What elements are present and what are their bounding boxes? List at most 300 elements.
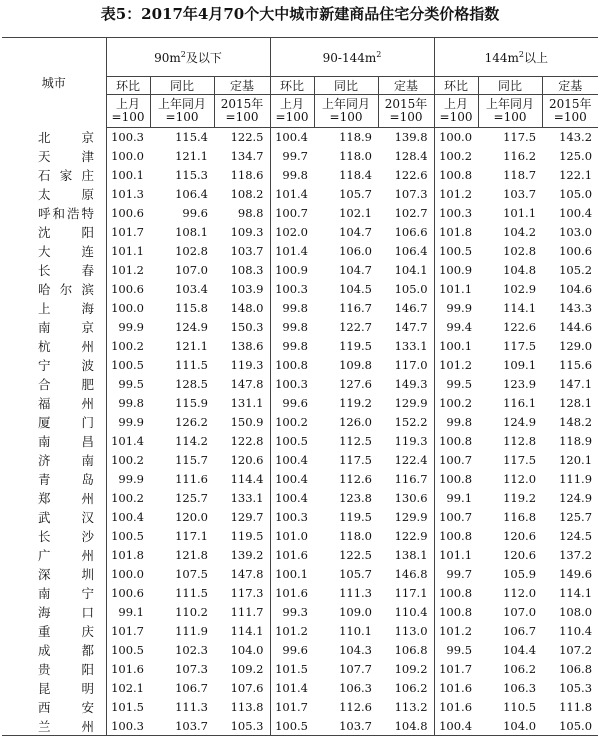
index-value-yoy: 110.1 <box>339 624 372 638</box>
index-value-mom: 100.0 <box>111 149 144 163</box>
city-name: 哈尔滨 <box>2 280 106 299</box>
index-value-fixed: 104.1 <box>378 261 434 280</box>
index-value-fixed: 116.7 <box>378 470 434 489</box>
index-value-mom: 100.5 <box>111 529 144 543</box>
index-value-yoy: 122.5 <box>339 548 372 562</box>
index-value-fixed: 130.6 <box>378 489 434 508</box>
index-value-yoy: 103.7 <box>175 718 208 733</box>
index-value-mom: 99.5 <box>118 377 144 391</box>
index-value-mom: 99.1 <box>118 605 144 619</box>
index-value-mom: 100.2 <box>439 149 473 163</box>
index-value-mom: 100.6 <box>111 282 144 296</box>
index-value-yoy: 106.0 <box>339 244 372 258</box>
index-value-yoy: 116.1 <box>503 396 537 410</box>
index-value-yoy: 126.2 <box>175 415 208 429</box>
index-value-yoy: 116.7 <box>339 301 372 315</box>
index-value-yoy: 112.6 <box>339 700 372 714</box>
base-header-mom: 上月=100 <box>270 95 314 128</box>
index-value-mom: 100.7 <box>275 206 308 220</box>
index-value-yoy: 106.7 <box>175 681 208 695</box>
city-name: 郑州 <box>2 489 106 508</box>
index-value-fixed: 148.2 <box>559 415 593 429</box>
index-value-yoy: 111.9 <box>175 624 208 638</box>
index-value-yoy: 101.1 <box>503 206 537 220</box>
index-value-mom: 101.7 <box>111 624 144 638</box>
index-value-yoy: 114.2 <box>175 434 208 448</box>
index-value-yoy: 104.0 <box>503 718 537 733</box>
index-value-yoy: 107.5 <box>175 567 208 581</box>
index-value-mom: 100.3 <box>275 282 308 296</box>
index-value-yoy: 114.1 <box>503 301 537 315</box>
index-value-mom: 99.8 <box>282 339 308 353</box>
index-value-fixed: 100.4 <box>559 206 593 220</box>
index-value-fixed: 119.3 <box>214 356 270 375</box>
index-value-mom: 99.8 <box>282 168 308 182</box>
index-value-fixed: 129.9 <box>378 508 434 527</box>
table-row <box>2 527 598 546</box>
index-value-yoy: 107.0 <box>503 605 537 619</box>
table-row <box>2 660 598 679</box>
index-value-fixed: 122.1 <box>559 168 593 182</box>
index-value-fixed: 108.0 <box>559 605 593 619</box>
table-row <box>2 242 598 261</box>
city-name: 广州 <box>2 546 106 565</box>
index-value-yoy: 124.9 <box>503 415 537 429</box>
index-value-fixed: 114.4 <box>214 470 270 489</box>
index-value-yoy: 103.4 <box>175 282 208 296</box>
index-value-mom: 100.9 <box>275 263 308 277</box>
city-name: 天津 <box>2 147 106 166</box>
table-row <box>2 508 598 527</box>
index-value-fixed: 138.6 <box>214 337 270 356</box>
table-row <box>2 584 598 603</box>
index-value-mom: 99.6 <box>282 643 308 657</box>
index-value-yoy: 112.6 <box>339 472 372 486</box>
table-row <box>2 394 598 413</box>
index-value-yoy: 104.8 <box>503 263 537 277</box>
index-value-fixed: 111.8 <box>559 700 593 714</box>
index-value-fixed: 143.3 <box>559 301 593 315</box>
index-value-fixed: 113.0 <box>378 622 434 641</box>
index-value-fixed: 143.2 <box>559 130 593 145</box>
table-row <box>2 603 598 622</box>
city-name: 重庆 <box>2 622 106 641</box>
base-header-yoy: 上年同月=100 <box>314 95 378 128</box>
subheader-fixed: 定基 <box>378 77 434 95</box>
index-value-fixed: 98.8 <box>214 204 270 223</box>
index-value-mom: 100.9 <box>439 263 473 277</box>
index-value-yoy: 111.5 <box>175 358 208 372</box>
table-row <box>2 337 598 356</box>
index-value-yoy: 107.3 <box>175 662 208 676</box>
index-value-mom: 100.0 <box>111 301 144 315</box>
index-value-mom: 101.8 <box>439 225 473 239</box>
city-name: 昆明 <box>2 679 106 698</box>
index-value-fixed: 105.2 <box>559 263 593 277</box>
index-value-fixed: 110.4 <box>559 624 593 638</box>
index-value-fixed: 147.1 <box>559 377 593 391</box>
index-value-fixed: 105.3 <box>559 681 593 695</box>
base-header-yoy: 上年同月=100 <box>478 95 542 128</box>
index-value-fixed: 100.6 <box>559 244 593 258</box>
index-value-yoy: 115.3 <box>175 168 208 182</box>
index-value-yoy: 118.4 <box>339 168 372 182</box>
index-value-yoy: 119.5 <box>339 510 372 524</box>
table-row <box>2 166 598 185</box>
index-value-mom: 99.8 <box>446 415 473 429</box>
index-value-fixed: 125.0 <box>559 149 593 163</box>
index-value-yoy: 127.6 <box>339 377 372 391</box>
index-value-mom: 100.8 <box>439 586 473 600</box>
index-value-yoy: 104.5 <box>339 282 372 296</box>
index-value-mom: 100.0 <box>439 130 473 145</box>
index-value-fixed: 128.4 <box>378 147 434 166</box>
index-value-yoy: 102.1 <box>339 206 372 220</box>
index-value-mom: 100.8 <box>439 472 473 486</box>
index-value-yoy: 120.6 <box>503 529 537 543</box>
index-value-mom: 99.9 <box>446 301 473 315</box>
base-header-fixed: 2015年=100 <box>378 95 434 128</box>
index-value-fixed: 120.1 <box>559 453 593 467</box>
city-column-header: 城市 <box>2 38 106 128</box>
table-title: 表5：2017年4月70个大中城市新建商品住宅分类价格指数 <box>100 5 500 23</box>
table-row <box>2 375 598 394</box>
index-value-yoy: 102.9 <box>503 282 537 296</box>
table-row <box>2 223 598 242</box>
index-value-fixed: 114.1 <box>214 622 270 641</box>
index-value-mom: 101.2 <box>111 263 144 277</box>
city-name: 上海 <box>2 299 106 318</box>
table-row <box>2 489 598 508</box>
index-value-fixed: 149.3 <box>378 375 434 394</box>
index-value-mom: 100.3 <box>111 718 144 733</box>
index-value-mom: 101.6 <box>275 586 308 600</box>
base-header-fixed: 2015年=100 <box>542 95 598 128</box>
index-value-yoy: 111.5 <box>175 586 208 600</box>
index-value-mom: 100.2 <box>439 396 473 410</box>
index-value-mom: 99.9 <box>118 415 144 429</box>
index-value-fixed: 103.7 <box>214 242 270 261</box>
city-name: 南宁 <box>2 584 106 603</box>
index-value-yoy: 103.7 <box>503 187 537 201</box>
index-value-yoy: 128.5 <box>175 377 208 391</box>
index-value-mom: 100.8 <box>439 605 473 619</box>
index-value-mom: 99.9 <box>118 320 144 334</box>
index-value-mom: 99.1 <box>446 491 473 505</box>
index-value-yoy: 107.0 <box>175 263 208 277</box>
index-value-yoy: 103.7 <box>339 718 372 733</box>
index-value-mom: 101.1 <box>111 244 144 258</box>
index-value-mom: 101.2 <box>275 624 308 638</box>
table-row <box>2 280 598 299</box>
index-value-fixed: 109.3 <box>214 223 270 242</box>
index-value-yoy: 115.9 <box>175 396 208 410</box>
index-value-fixed: 146.7 <box>378 299 434 318</box>
index-value-fixed: 104.6 <box>559 282 593 296</box>
index-value-mom: 101.7 <box>111 225 144 239</box>
index-value-mom: 100.8 <box>439 434 473 448</box>
index-value-fixed: 106.4 <box>378 242 434 261</box>
index-value-fixed: 139.8 <box>378 128 434 147</box>
index-value-mom: 100.5 <box>111 643 144 657</box>
group-header-small: $90m^2$及以下 <box>106 38 270 77</box>
city-name: 太原 <box>2 185 106 204</box>
index-value-mom: 101.4 <box>111 434 144 448</box>
city-name: 兰州 <box>2 717 106 736</box>
index-value-mom: 100.8 <box>275 358 308 372</box>
index-value-mom: 100.5 <box>439 244 473 258</box>
index-value-yoy: 108.1 <box>175 225 208 239</box>
index-value-yoy: 121.1 <box>175 339 208 353</box>
table-row <box>2 432 598 451</box>
city-name: 长春 <box>2 261 106 280</box>
index-value-mom: 100.2 <box>111 453 144 467</box>
index-value-yoy: 122.7 <box>339 320 372 334</box>
table-row <box>2 185 598 204</box>
index-value-fixed: 133.1 <box>214 489 270 508</box>
index-value-mom: 100.3 <box>439 206 473 220</box>
index-value-fixed: 104.0 <box>214 641 270 660</box>
index-value-yoy: 105.7 <box>339 567 372 581</box>
index-value-yoy: 107.7 <box>339 662 372 676</box>
index-value-fixed: 102.7 <box>378 204 434 223</box>
subheader-mom: 环比 <box>434 77 478 95</box>
index-value-mom: 101.4 <box>275 681 308 695</box>
index-value-mom: 101.4 <box>275 244 308 258</box>
index-value-mom: 100.5 <box>275 434 308 448</box>
index-value-mom: 100.6 <box>111 206 144 220</box>
subheader-yoy: 同比 <box>314 77 378 95</box>
index-value-yoy: 119.2 <box>503 491 537 505</box>
index-value-yoy: 104.7 <box>339 225 372 239</box>
index-value-fixed: 113.2 <box>378 698 434 717</box>
index-value-fixed: 106.6 <box>378 223 434 242</box>
index-value-fixed: 124.9 <box>559 491 593 505</box>
group-header-large: $144m^2$以上 <box>434 38 598 77</box>
index-value-yoy: 109.0 <box>339 605 372 619</box>
base-header-yoy: 上年同月=100 <box>150 95 214 128</box>
index-value-mom: 100.8 <box>439 529 473 543</box>
index-value-fixed: 105.0 <box>559 718 593 733</box>
table-row <box>2 147 598 166</box>
city-name: 大连 <box>2 242 106 261</box>
index-value-mom: 100.8 <box>439 168 473 182</box>
index-value-fixed: 103.9 <box>214 280 270 299</box>
index-value-mom: 101.7 <box>439 662 473 676</box>
index-value-mom: 101.6 <box>439 700 473 714</box>
index-value-fixed: 148.0 <box>214 299 270 318</box>
index-value-fixed: 124.5 <box>559 529 593 543</box>
index-value-fixed: 138.1 <box>378 546 434 565</box>
index-value-mom: 101.1 <box>439 282 473 296</box>
index-value-mom: 101.6 <box>111 662 144 676</box>
index-value-mom: 101.5 <box>111 700 144 714</box>
index-value-mom: 100.3 <box>275 377 308 391</box>
subheader-yoy: 同比 <box>150 77 214 95</box>
index-value-yoy: 102.8 <box>503 244 537 258</box>
index-value-yoy: 116.8 <box>503 510 537 524</box>
index-value-fixed: 147.8 <box>214 565 270 584</box>
city-name: 贵阳 <box>2 660 106 679</box>
table-row <box>2 299 598 318</box>
city-name: 成都 <box>2 641 106 660</box>
city-name: 青岛 <box>2 470 106 489</box>
table-row <box>2 470 598 489</box>
index-value-fixed: 122.9 <box>378 527 434 546</box>
index-value-yoy: 106.7 <box>503 624 537 638</box>
city-name: 长沙 <box>2 527 106 546</box>
index-value-yoy: 102.8 <box>175 244 208 258</box>
index-value-yoy: 118.9 <box>339 130 372 145</box>
index-value-mom: 101.6 <box>275 548 308 562</box>
table-row <box>2 622 598 641</box>
index-value-fixed: 107.6 <box>214 679 270 698</box>
index-value-yoy: 120.0 <box>175 510 208 524</box>
index-value-yoy: 117.5 <box>503 339 537 353</box>
index-value-mom: 100.2 <box>275 415 308 429</box>
index-value-yoy: 120.6 <box>503 548 537 562</box>
index-value-yoy: 117.5 <box>503 130 537 145</box>
index-value-yoy: 112.8 <box>503 434 537 448</box>
index-value-yoy: 111.3 <box>339 586 372 600</box>
index-value-fixed: 122.8 <box>214 432 270 451</box>
index-value-yoy: 115.7 <box>175 453 208 467</box>
base-header-mom: 上月=100 <box>106 95 150 128</box>
index-value-yoy: 104.2 <box>503 225 537 239</box>
index-value-fixed: 122.6 <box>378 166 434 185</box>
city-name: 厦门 <box>2 413 106 432</box>
index-value-mom: 99.7 <box>282 149 308 163</box>
table-row <box>2 546 598 565</box>
index-value-fixed: 109.2 <box>378 660 434 679</box>
index-value-mom: 99.4 <box>446 320 473 334</box>
index-value-mom: 100.6 <box>111 586 144 600</box>
index-value-fixed: 152.2 <box>378 413 434 432</box>
index-value-mom: 99.5 <box>446 643 473 657</box>
index-value-mom: 102.1 <box>111 681 144 695</box>
index-value-fixed: 144.6 <box>559 320 593 334</box>
price-index-table <box>2 37 598 736</box>
index-value-mom: 101.7 <box>275 700 308 714</box>
index-value-yoy: 110.2 <box>175 605 208 619</box>
index-value-yoy: 112.5 <box>339 434 372 448</box>
index-value-yoy: 123.8 <box>339 491 372 505</box>
index-value-yoy: 118.0 <box>339 529 372 543</box>
index-value-mom: 100.3 <box>111 130 144 145</box>
index-value-fixed: 117.1 <box>378 584 434 603</box>
table-row <box>2 451 598 470</box>
index-value-fixed: 125.7 <box>559 510 593 524</box>
index-value-fixed: 117.0 <box>378 356 434 375</box>
index-value-yoy: 118.0 <box>339 149 372 163</box>
city-name: 石家庄 <box>2 166 106 185</box>
city-name: 深圳 <box>2 565 106 584</box>
index-value-fixed: 147.8 <box>214 375 270 394</box>
city-name: 福州 <box>2 394 106 413</box>
index-value-mom: 100.2 <box>111 339 144 353</box>
index-value-fixed: 122.5 <box>214 128 270 147</box>
index-value-mom: 99.3 <box>282 605 308 619</box>
index-value-yoy: 111.6 <box>175 472 208 486</box>
index-value-fixed: 117.3 <box>214 584 270 603</box>
index-value-fixed: 105.3 <box>214 717 270 736</box>
subheader-mom: 环比 <box>106 77 150 95</box>
index-value-yoy: 115.4 <box>175 130 208 145</box>
table-row <box>2 413 598 432</box>
index-value-fixed: 147.7 <box>378 318 434 337</box>
index-value-yoy: 110.5 <box>503 700 537 714</box>
index-value-fixed: 146.8 <box>378 565 434 584</box>
base-header-mom: 上月=100 <box>434 95 478 128</box>
index-value-fixed: 106.8 <box>559 662 593 676</box>
index-value-fixed: 119.3 <box>378 432 434 451</box>
index-value-yoy: 119.2 <box>339 396 372 410</box>
index-value-mom: 100.4 <box>111 510 144 524</box>
index-value-fixed: 128.1 <box>559 396 593 410</box>
index-value-fixed: 111.7 <box>214 603 270 622</box>
index-value-yoy: 124.9 <box>175 320 208 334</box>
index-value-mom: 101.8 <box>111 548 144 562</box>
city-name: 合肥 <box>2 375 106 394</box>
index-value-mom: 100.7 <box>439 510 473 524</box>
index-value-mom: 100.1 <box>439 339 473 353</box>
index-value-mom: 100.3 <box>275 510 308 524</box>
index-value-fixed: 120.6 <box>214 451 270 470</box>
index-value-fixed: 129.0 <box>559 339 593 353</box>
index-value-yoy: 119.5 <box>339 339 372 353</box>
table-row <box>2 717 598 736</box>
index-value-fixed: 113.8 <box>214 698 270 717</box>
index-value-mom: 99.8 <box>118 396 144 410</box>
index-value-mom: 101.2 <box>439 187 473 201</box>
index-value-fixed: 108.2 <box>214 185 270 204</box>
index-value-mom: 100.4 <box>275 472 308 486</box>
index-value-fixed: 110.4 <box>378 603 434 622</box>
index-value-mom: 100.4 <box>439 718 473 733</box>
index-value-yoy: 104.3 <box>339 643 372 657</box>
index-value-mom: 100.0 <box>111 567 144 581</box>
index-value-yoy: 122.6 <box>503 320 537 334</box>
table-row <box>2 698 598 717</box>
index-value-yoy: 116.2 <box>503 149 537 163</box>
index-value-mom: 101.5 <box>275 662 308 676</box>
index-value-yoy: 105.9 <box>503 567 537 581</box>
index-value-yoy: 109.8 <box>339 358 372 372</box>
index-value-yoy: 106.3 <box>339 681 372 695</box>
index-value-mom: 100.1 <box>275 567 308 581</box>
index-value-mom: 101.3 <box>111 187 144 201</box>
index-value-mom: 100.2 <box>111 491 144 505</box>
index-value-mom: 100.5 <box>111 358 144 372</box>
index-value-fixed: 122.4 <box>378 451 434 470</box>
table-row <box>2 565 598 584</box>
subheader-yoy: 同比 <box>478 77 542 95</box>
index-value-fixed: 150.3 <box>214 318 270 337</box>
index-value-fixed: 150.9 <box>214 413 270 432</box>
table-row <box>2 641 598 660</box>
index-value-fixed: 105.0 <box>559 187 593 201</box>
city-name: 西安 <box>2 698 106 717</box>
city-name: 南京 <box>2 318 106 337</box>
index-value-mom: 101.4 <box>275 187 308 201</box>
city-name: 杭州 <box>2 337 106 356</box>
index-value-fixed: 129.9 <box>378 394 434 413</box>
index-value-fixed: 131.1 <box>214 394 270 413</box>
index-value-yoy: 123.9 <box>503 377 537 391</box>
index-value-mom: 99.5 <box>446 377 473 391</box>
index-value-yoy: 125.7 <box>175 491 208 505</box>
city-name: 沈阳 <box>2 223 106 242</box>
